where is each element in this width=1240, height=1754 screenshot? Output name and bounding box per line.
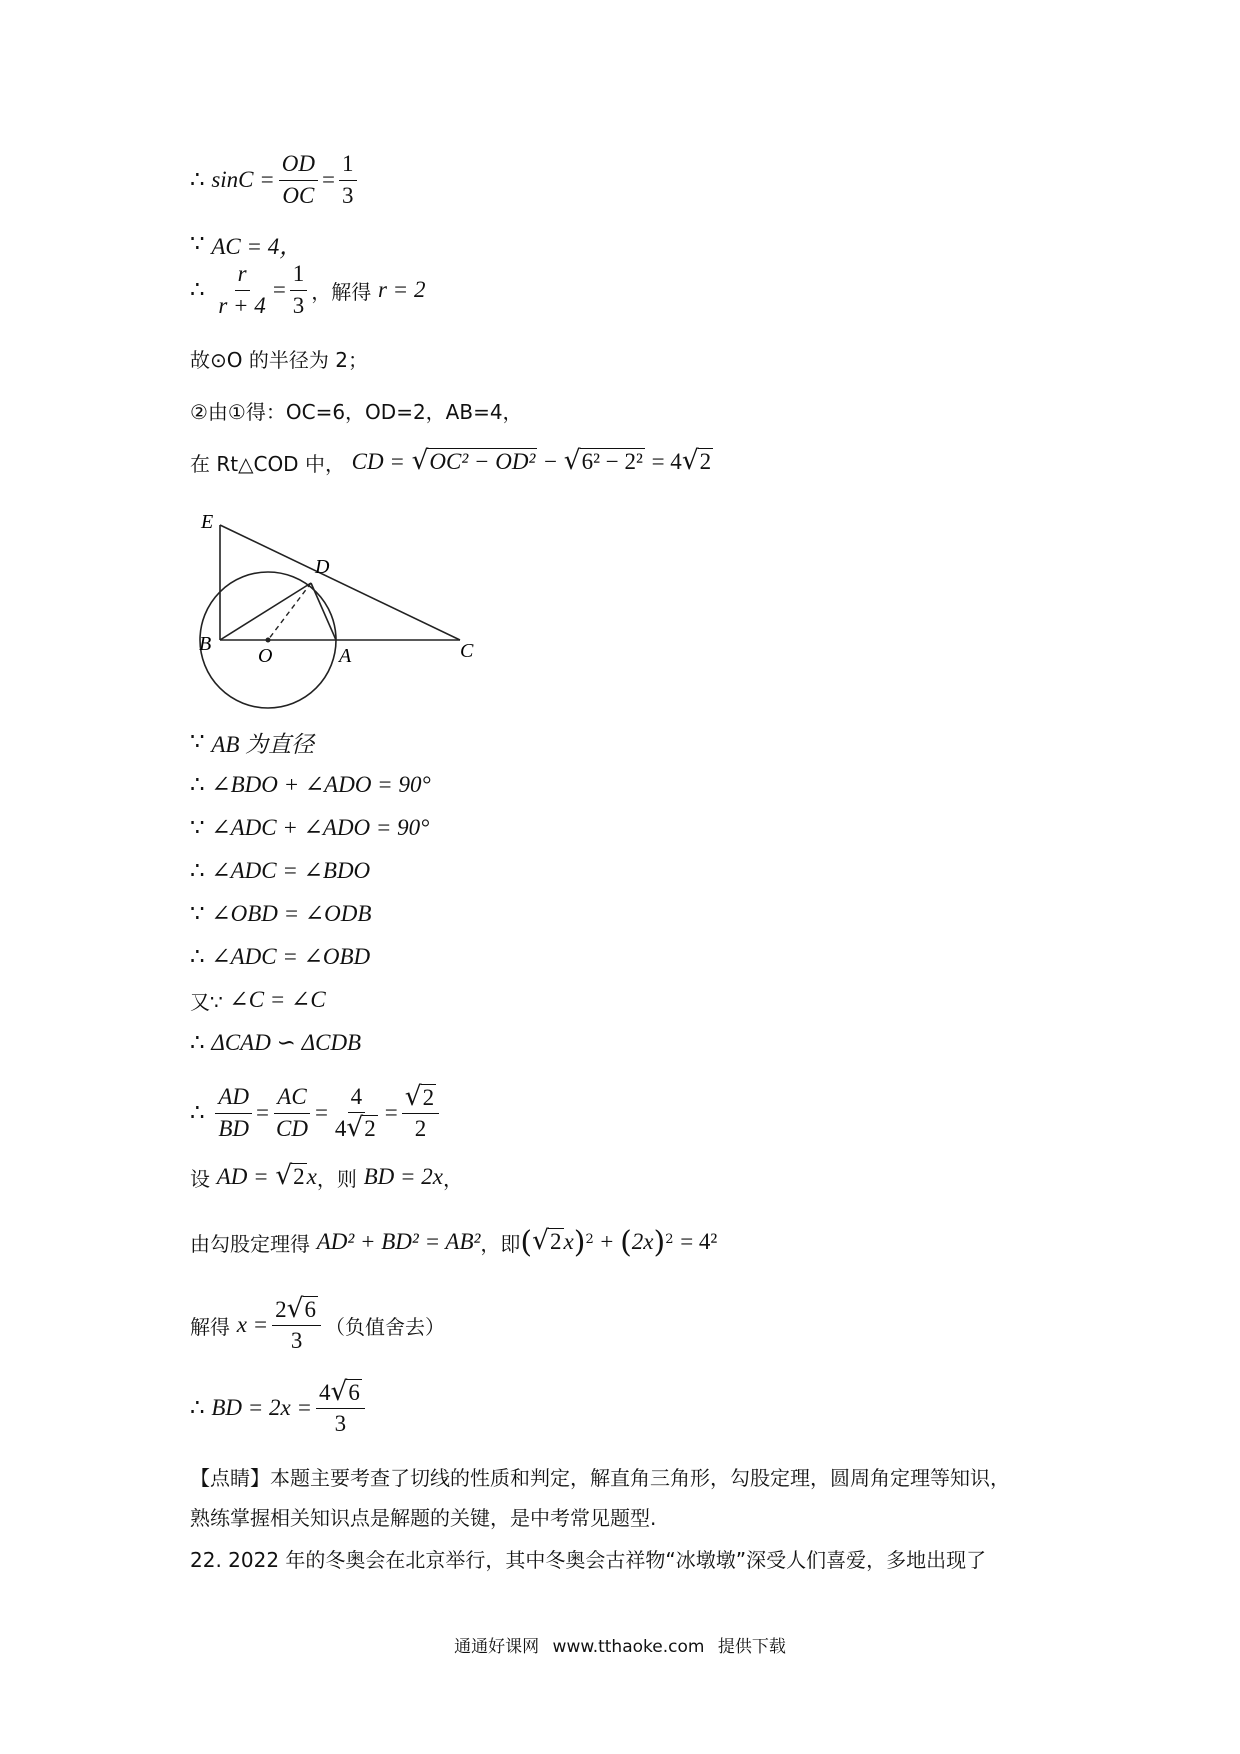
ad-lhs: AD = xyxy=(216,1164,269,1189)
radius-conclusion: 故⊙O 的半径为 2； xyxy=(190,347,368,372)
set-ad xyxy=(190,1157,463,1197)
fraction-od-oc xyxy=(279,151,318,209)
formula-cd xyxy=(190,442,713,482)
equals-sign: = xyxy=(384,1100,398,1125)
comma: ， xyxy=(442,1166,463,1191)
center-point xyxy=(266,638,271,643)
sqrt-6-2 xyxy=(563,445,645,477)
formula-sinC xyxy=(190,151,361,208)
sqrt-2 xyxy=(404,1080,436,1112)
radicand: 2 xyxy=(293,1164,305,1190)
proof-symbol: ∵ xyxy=(190,815,205,840)
proof-symbol: ∵ xyxy=(190,729,205,754)
fraction-4-over-4root2 xyxy=(332,1084,381,1143)
label-o: O xyxy=(258,645,273,667)
segment-ec xyxy=(220,525,460,640)
fraction-numerator: 1 xyxy=(339,151,357,180)
sqrt-2 xyxy=(532,1225,563,1257)
formula-ratio xyxy=(190,1080,443,1143)
radicand: 2 xyxy=(699,449,712,475)
proof-line xyxy=(190,851,370,891)
segment-od-dashed xyxy=(268,583,311,640)
fraction-denominator: 3 xyxy=(290,1328,303,1353)
then-text: ，则 xyxy=(316,1166,357,1191)
radical-sign: √ xyxy=(330,1375,348,1407)
right-paren: ) xyxy=(653,1224,666,1260)
radicand: 2 xyxy=(550,1229,562,1255)
radicand: 2 xyxy=(364,1116,376,1141)
negative-note: （负值舍去） xyxy=(325,1314,446,1339)
proof-text: ∠ADC = ∠BDO xyxy=(211,858,371,883)
solve-note: ，解得 xyxy=(311,279,372,304)
proof-symbol: 又∵ xyxy=(190,989,223,1014)
proof-symbol: ∴ xyxy=(190,772,205,797)
fraction-2root6-over-3 xyxy=(272,1292,321,1355)
radicand: OC² − OD² xyxy=(429,449,536,475)
minus-sign: − xyxy=(544,449,558,474)
fraction-numerator: 1 xyxy=(290,261,308,290)
namely-text: ，即 xyxy=(480,1231,521,1256)
coefficient: 4 xyxy=(334,1116,347,1141)
fraction-denominator: 3 xyxy=(342,182,354,208)
plus-sign: + xyxy=(600,1229,614,1254)
fraction-denominator xyxy=(332,1113,381,1142)
fraction-numerator: AD xyxy=(215,1084,252,1113)
comment-line-2: 熟练掌握相关知识点是解题的关键，是中考常见题型. xyxy=(190,1506,657,1530)
radical-sign: √ xyxy=(275,1160,293,1192)
fraction-numerator xyxy=(402,1080,439,1114)
label-e: E xyxy=(201,511,214,533)
fraction-denominator: CD xyxy=(275,1115,308,1141)
fraction-denominator: 2 xyxy=(414,1116,427,1141)
pythagoras-prefix: 由勾股定理得 xyxy=(190,1231,310,1256)
proof-symbol: ∵ xyxy=(190,901,205,926)
radical-sign: √ xyxy=(286,1292,304,1324)
fraction-r-over-r4 xyxy=(215,261,268,319)
radicand: 2 xyxy=(422,1084,435,1110)
label-a: A xyxy=(339,645,352,667)
page-footer xyxy=(0,1632,1240,1657)
footer-url[interactable]: www.tthaoke.com xyxy=(552,1637,705,1657)
label-b: B xyxy=(199,633,212,655)
radicand: 6 xyxy=(304,1296,317,1322)
bd-result xyxy=(190,1375,369,1438)
equals-sign: = xyxy=(272,277,286,302)
therefore-symbol: ∴ xyxy=(190,167,205,192)
label-d: D xyxy=(315,556,330,578)
fraction-ac-cd xyxy=(273,1084,311,1142)
r-result: r = 2 xyxy=(377,277,426,302)
proof-line xyxy=(190,808,429,848)
sqrt-2 xyxy=(346,1112,377,1143)
given-ac-text: AC = 4， xyxy=(211,233,303,259)
proof-text: ∠OBD = ∠ODB xyxy=(211,901,372,926)
therefore-symbol: ∴ xyxy=(190,277,205,302)
fraction-ad-bd xyxy=(215,1084,252,1142)
fraction-numerator: OD xyxy=(279,151,318,180)
proof-line xyxy=(190,980,326,1020)
fraction-numerator: 4 xyxy=(348,1084,366,1113)
fraction-denominator: BD xyxy=(218,1115,249,1141)
radical-sign: √ xyxy=(563,445,581,477)
proof-text: ∠ADC + ∠ADO = 90° xyxy=(211,815,430,840)
fraction-denominator: r + 4 xyxy=(218,292,266,318)
radicand: 6² − 2² xyxy=(581,449,643,475)
proof-text: ∠BDO + ∠ADO = 90° xyxy=(211,772,431,797)
proof-symbol: ∴ xyxy=(190,944,205,969)
sqrt-2 xyxy=(681,445,713,477)
var-x: x xyxy=(306,1164,317,1189)
radical-sign: √ xyxy=(532,1225,549,1257)
fraction-denominator: 3 xyxy=(292,292,305,318)
equals-four: = 4 xyxy=(651,449,682,474)
proof-text: ∠ADC = ∠OBD xyxy=(211,944,371,969)
proof-line xyxy=(190,1023,361,1063)
fraction-one-third xyxy=(290,261,308,319)
proof-line xyxy=(190,765,431,805)
equals-sign: = xyxy=(322,167,335,192)
formula-r-ratio xyxy=(190,261,426,318)
right-paren: ) xyxy=(573,1224,586,1260)
fraction-numerator xyxy=(272,1292,321,1326)
fraction-denominator: 3 xyxy=(334,1411,347,1436)
equals-sign: = xyxy=(256,1100,269,1125)
sqrt-oc-od xyxy=(411,445,538,477)
solve-x xyxy=(190,1292,446,1355)
set-prefix: 设 xyxy=(190,1166,210,1191)
bd-lhs: BD = 2x = xyxy=(211,1395,312,1420)
var-x: x xyxy=(563,1229,574,1254)
radicand: 6 xyxy=(348,1379,360,1405)
equals-sign: = xyxy=(314,1100,328,1125)
radical-sign: √ xyxy=(404,1080,422,1112)
proof-symbol: ∴ xyxy=(190,1030,205,1055)
therefore-symbol: ∴ xyxy=(190,1100,205,1125)
radical-sign: √ xyxy=(681,445,699,477)
comment-paragraph xyxy=(190,1458,1070,1538)
fraction-root2-over-2 xyxy=(402,1080,439,1143)
footer-site: 通通好课网 xyxy=(454,1637,540,1657)
because-symbol: ∵ xyxy=(190,231,205,256)
fraction-4root6-over-3 xyxy=(316,1375,365,1438)
given-ac xyxy=(190,224,302,264)
proof-line xyxy=(190,894,371,934)
fraction-numerator: r xyxy=(235,261,250,290)
segment-ad xyxy=(311,583,336,640)
sinC-lhs: sinC = xyxy=(211,167,275,192)
left-paren: ( xyxy=(620,1224,632,1260)
fraction-one-third xyxy=(339,151,357,209)
radical-sign: √ xyxy=(346,1112,364,1143)
coefficient: 2 xyxy=(275,1296,287,1322)
radical-sign: √ xyxy=(411,445,429,477)
proof-text: ΔCAD ∽ ΔCDB xyxy=(211,1030,362,1055)
fraction-numerator: AC xyxy=(274,1084,309,1113)
sqrt-6 xyxy=(330,1375,362,1407)
therefore-symbol: ∴ xyxy=(190,1395,205,1420)
pythagoras-equation: AD² + BD² = AB² xyxy=(316,1229,481,1254)
proof-line xyxy=(190,937,370,977)
proof-text: AB 为直径 xyxy=(211,731,315,757)
geometry-diagram xyxy=(195,505,485,720)
pythagoras-line: 由勾股定理得 AD² + BD² = AB² ，即 ( √ 2 x ) $^2$ + ( 2x ) $^2$ = 4² xyxy=(190,1224,718,1260)
two-x: 2x xyxy=(631,1229,654,1254)
sqrt-2 xyxy=(275,1160,306,1192)
bd-expr: BD = 2x xyxy=(363,1164,443,1189)
sqrt-6 xyxy=(286,1292,318,1324)
fraction-numerator xyxy=(316,1375,365,1409)
cd-lhs: CD = xyxy=(351,449,405,474)
fraction-denominator: OC xyxy=(282,182,315,208)
proof-line xyxy=(190,722,314,762)
x-lhs: x = xyxy=(236,1312,269,1337)
rt-triangle-prefix: 在 Rt△COD 中， xyxy=(190,451,345,476)
question-22: 22. 2022 年的冬奥会在北京举行，其中冬奥会古祥物“冰墩墩”深受人们喜爱，多地出现了 xyxy=(190,1548,987,1572)
proof-text: ∠C = ∠C xyxy=(229,987,326,1012)
left-paren: ( xyxy=(520,1224,533,1260)
given-values: ②由①得：OC=6，OD=2，AB=4， xyxy=(190,399,523,424)
label-c: C xyxy=(460,640,474,662)
rhs: = 4² xyxy=(680,1229,718,1254)
coefficient: 4 xyxy=(319,1379,331,1405)
footer-tail: 提供下载 xyxy=(717,1637,786,1657)
segment-bd xyxy=(220,583,311,640)
solve-prefix: 解得 xyxy=(190,1314,230,1339)
proof-symbol: ∴ xyxy=(190,858,205,883)
comment-line-1: 【点睛】本题主要考查了切线的性质和判定，解直角三角形，勾股定理，圆周角定理等知识， xyxy=(190,1466,1010,1490)
